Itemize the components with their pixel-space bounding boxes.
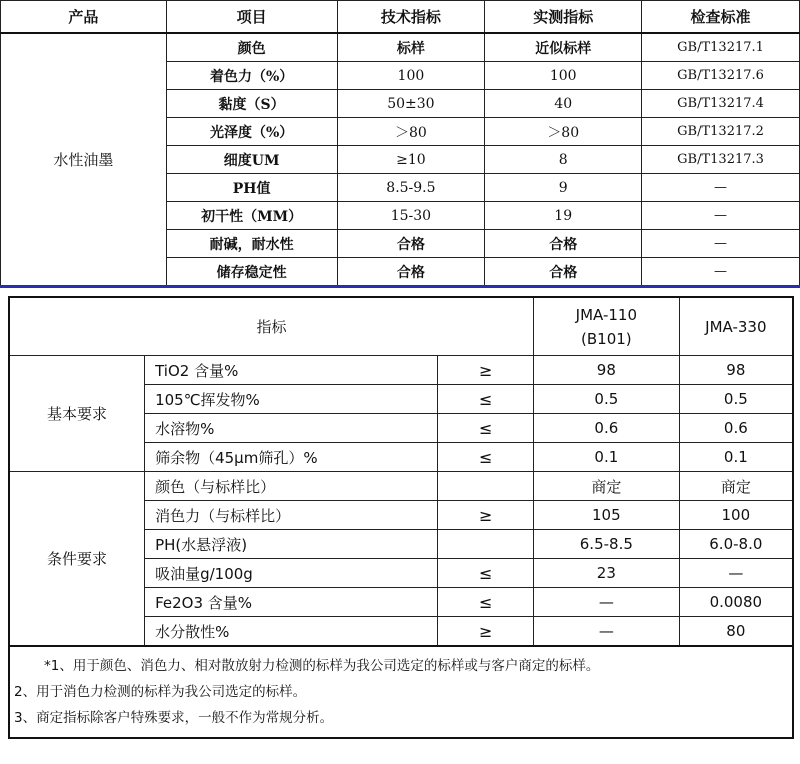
item-cell: 光泽度（%） <box>166 118 337 146</box>
indicator-name: 吸油量g/100g <box>145 559 438 588</box>
jma-110-value: 商定 <box>534 472 680 501</box>
measured-cell: 100 <box>485 62 642 90</box>
group-conditional-requirements: 条件要求 <box>9 472 145 647</box>
standard-cell: — <box>642 174 800 202</box>
standard-cell: GB/T13217.4 <box>642 90 800 118</box>
comparison-symbol: ≥ <box>438 501 534 530</box>
item-cell: 细度UM <box>166 146 337 174</box>
tech-cell: 标样 <box>337 33 485 62</box>
jma-110-value: 0.1 <box>534 443 680 472</box>
note-2: 2、用于消色力检测的标样为我公司选定的标样。 <box>14 684 307 700</box>
header-tech-spec: 技术指标 <box>337 1 485 34</box>
jma-330-value: 0.5 <box>679 385 793 414</box>
item-cell: 黏度（S） <box>166 90 337 118</box>
comparison-symbol: ≥ <box>438 356 534 385</box>
header-item: 项目 <box>166 1 337 34</box>
jma-110-value: 98 <box>534 356 680 385</box>
header-standard: 检查标准 <box>642 1 800 34</box>
header-jma-110: JMA-110 (B101) <box>534 297 680 356</box>
measured-cell: 19 <box>485 202 642 230</box>
ink-spec-table <box>0 0 800 288</box>
measured-cell: 9 <box>485 174 642 202</box>
standard-cell: — <box>642 230 800 258</box>
product-name: 水性油墨 <box>1 33 167 287</box>
indicator-name: PH(水悬浮液) <box>145 530 438 559</box>
indicator-name: 颜色（与标样比） <box>145 472 438 501</box>
jma-330-value: 商定 <box>679 472 793 501</box>
jma-110-value: 0.6 <box>534 414 680 443</box>
notes-row <box>9 646 793 738</box>
item-cell: 颜色 <box>166 33 337 62</box>
indicator-name: Fe2O3 含量% <box>145 588 438 617</box>
jma-110-value: 0.5 <box>534 385 680 414</box>
jma-330-value: 6.0-8.0 <box>679 530 793 559</box>
jma-330-value: 100 <box>679 501 793 530</box>
item-cell: PH值 <box>166 174 337 202</box>
tech-cell: 合格 <box>337 258 485 287</box>
table-row <box>1 33 800 62</box>
header-jma-330: JMA-330 <box>679 297 793 356</box>
ink-spec-header-row <box>1 1 800 34</box>
indicator-name: TiO2 含量% <box>145 356 438 385</box>
note-1: *1、用于颜色、消色力、相对散放射力检测的标样为我公司选定的标样或与客户商定的标样。 <box>44 658 600 674</box>
comparison-symbol <box>438 530 534 559</box>
item-cell: 初干性（MM） <box>166 202 337 230</box>
measured-cell: 近似标样 <box>485 33 642 62</box>
comparison-symbol: ≥ <box>438 617 534 647</box>
measured-cell: 合格 <box>485 258 642 287</box>
comparison-symbol: ≤ <box>438 559 534 588</box>
standard-cell: GB/T13217.1 <box>642 33 800 62</box>
jma-330-value: — <box>679 559 793 588</box>
tech-cell: ＞80 <box>337 118 485 146</box>
jma-330-value: 0.6 <box>679 414 793 443</box>
notes-cell <box>9 646 793 738</box>
comparison-symbol: ≤ <box>438 385 534 414</box>
item-cell: 耐碱，耐水性 <box>166 230 337 258</box>
indicator-name: 105℃挥发物% <box>145 385 438 414</box>
measured-cell: ＞80 <box>485 118 642 146</box>
measured-cell: 合格 <box>485 230 642 258</box>
table-row <box>9 472 793 501</box>
standard-cell: — <box>642 258 800 287</box>
table-row <box>9 356 793 385</box>
tech-cell: 100 <box>337 62 485 90</box>
comparison-symbol: ≤ <box>438 588 534 617</box>
item-cell: 储存稳定性 <box>166 258 337 287</box>
indicator-name: 水溶物% <box>145 414 438 443</box>
jma-330-value: 80 <box>679 617 793 647</box>
indicator-name: 水分散性% <box>145 617 438 647</box>
tio2-header-row <box>9 297 793 356</box>
comparison-symbol: ≤ <box>438 414 534 443</box>
group-basic-requirements: 基本要求 <box>9 356 145 472</box>
jma-110-value: 105 <box>534 501 680 530</box>
tech-cell: ≥10 <box>337 146 485 174</box>
jma-330-value: 98 <box>679 356 793 385</box>
measured-cell: 8 <box>485 146 642 174</box>
indicator-name: 消色力（与标样比） <box>145 501 438 530</box>
jma-330-value: 0.1 <box>679 443 793 472</box>
standard-cell: — <box>642 202 800 230</box>
jma-110-value: — <box>534 617 680 647</box>
jma-110-value: — <box>534 588 680 617</box>
standard-cell: GB/T13217.2 <box>642 118 800 146</box>
jma-330-value: 0.0080 <box>679 588 793 617</box>
standard-cell: GB/T13217.3 <box>642 146 800 174</box>
tech-cell: 15-30 <box>337 202 485 230</box>
comparison-symbol: ≤ <box>438 443 534 472</box>
measured-cell: 40 <box>485 90 642 118</box>
tech-cell: 合格 <box>337 230 485 258</box>
jma-110-value: 23 <box>534 559 680 588</box>
tio2-spec-table <box>8 296 794 739</box>
jma-110-value: 6.5-8.5 <box>534 530 680 559</box>
header-measured: 实测指标 <box>485 1 642 34</box>
tech-cell: 8.5-9.5 <box>337 174 485 202</box>
header-product: 产品 <box>1 1 167 34</box>
tech-cell: 50±30 <box>337 90 485 118</box>
indicator-name: 筛余物（45μm筛孔）% <box>145 443 438 472</box>
note-3: 3、商定指标除客户特殊要求，一般不作为常规分析。 <box>14 710 334 726</box>
standard-cell: GB/T13217.6 <box>642 62 800 90</box>
item-cell: 着色力（%） <box>166 62 337 90</box>
header-indicator: 指标 <box>9 297 534 356</box>
comparison-symbol <box>438 472 534 501</box>
